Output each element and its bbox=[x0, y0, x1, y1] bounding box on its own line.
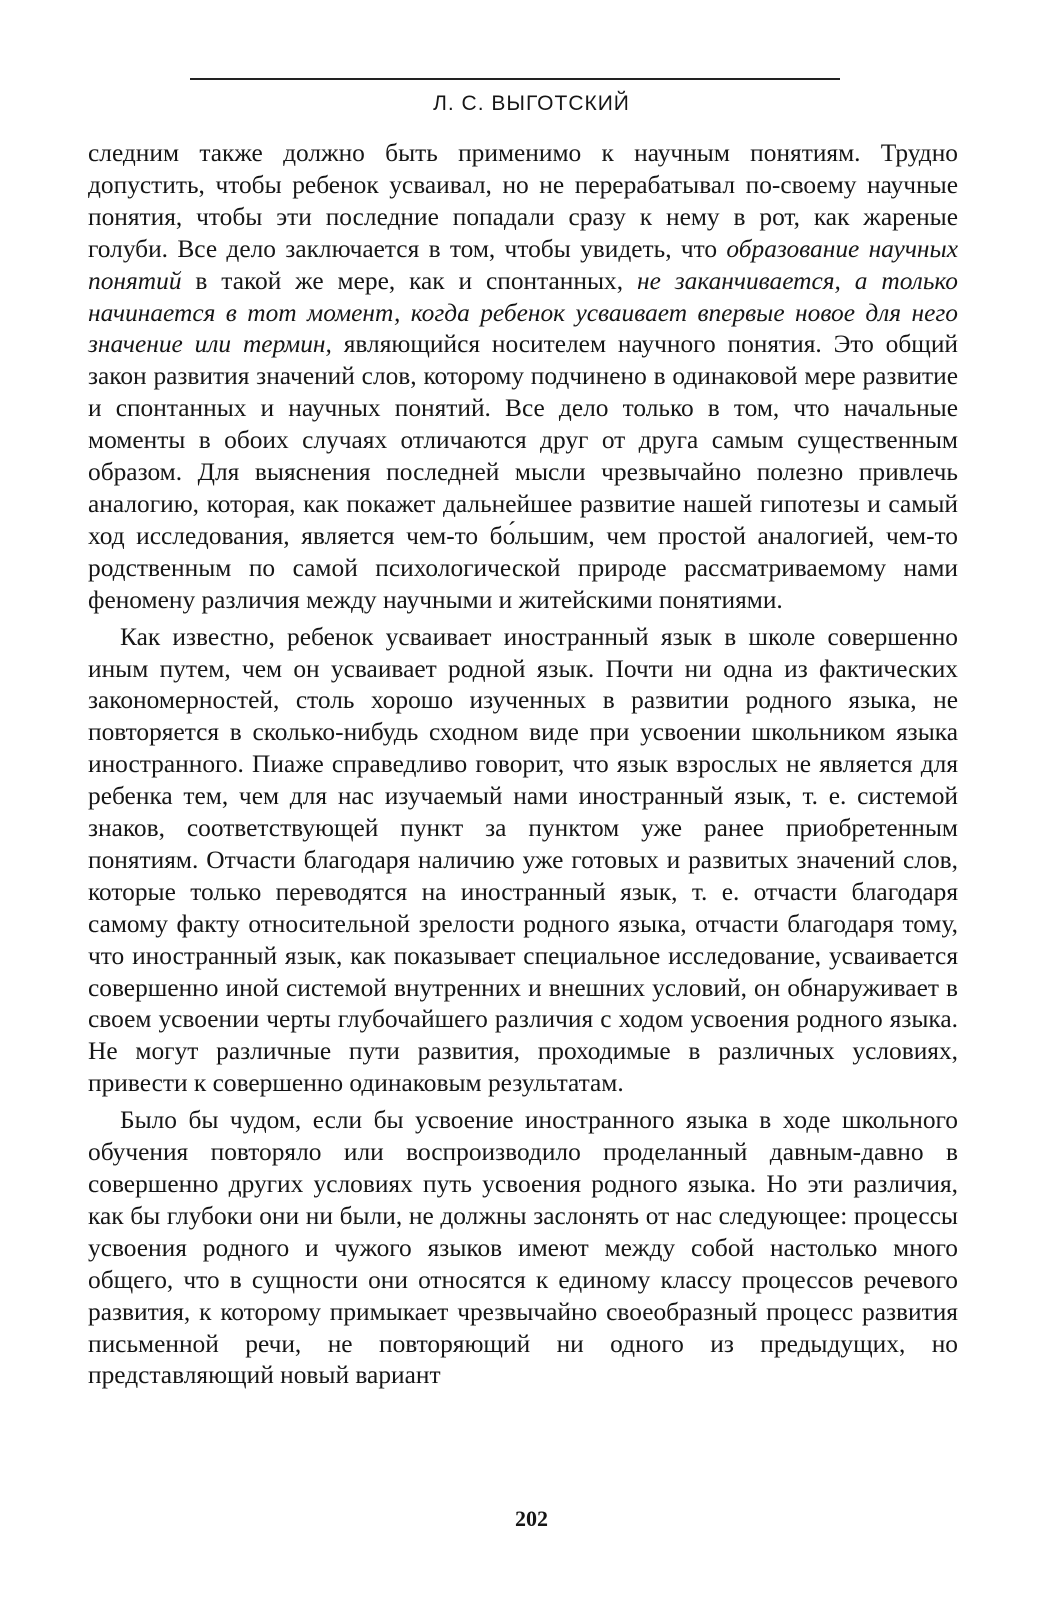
paragraph-1 bbox=[88, 138, 958, 617]
paragraph-1-text-3: являющийся носителем научного понятия. Это общий закон развития значений слов, которому подчинено в одинаковой мере развитие и спонтанных и научных понятий. Все дело только в том, что начальные моменты в обоих случаях отличаются друг от друга самым существенным образом. Для выяснения последней мысли чрезвычайно полезно привлечь аналогию, которая, как покажет дальнейшее развитие нашей гипотезы и самый ход исследования, является чем-то бо́льшим, чем простой аналогией, чем-то родственным по самой психологической природе рассматриваемому нами феномену различия между научными и житейскими понятиями. bbox=[88, 330, 959, 614]
page-number: 202 bbox=[515, 1506, 548, 1531]
paragraph-2: Как известно, ребенок усваивает иностранный язык в школе совершенно иным путем, чем он усваивает родной язык. Почти ни одна из фактических закономерностей, столь хорошо изученных в развитии родного языка, не повторяется в сколько-нибудь сходном виде при усвоении школьником языка иностранного. Пиаже справедливо говорит, что язык взрослых не является для ребенка тем, чем для нас изучаемый нами иностранный язык, т. е. системой знаков, соответствующей пункт за пунктом уже ранее приобретенным понятиям. Отчасти благодаря наличию уже готовых и развитых значений слов, которые только переводятся на иностранный язык, т. е. отчасти благодаря самому факту относительной зрелости родного языка, отчасти благодаря тому, что иностранный язык, как показывает специальное исследование, усваивается совершенно иной системой внутренних и внешних условий, он обнаруживает в своем усвоении черты глубочайшего различия с ходом усвоения родного языка. Не могут различные пути развития, проходимые в различных условиях, привести к совершенно одинаковым результатам. bbox=[88, 622, 958, 1098]
paragraph-3: Было бы чудом, если бы усвоение иностранного языка в ходе школьного обучения повторяло или воспроизводило проделанный давным-давно в совершенно других условиях путь усвоения родного языка. Но эти различия, как бы глубоки они ни были, не должны заслонять от нас следующее: процессы усвоения родного и чужого языков имеют между собой настолько много общего, что в сущности они относятся к единому классу процессов речевого развития, к которому примыкает чрезвычайно своеобразный процесс развития письменной речи, не повторяющий ни одного из предыдущих, но представляющий новый вариант bbox=[88, 1106, 958, 1390]
body-text bbox=[88, 138, 958, 1392]
paragraph-1-text-2: в такой же мере, как и спонтанных, bbox=[181, 266, 637, 295]
running-head: Л. С. ВЫГОТСКИЙ bbox=[433, 92, 630, 115]
paragraph-1-italic-2: не заканчивается, а только начинается в тот момент, когда ребенок усваивает впервые новое для него значение или термин, bbox=[88, 266, 958, 359]
paragraph-1-text-1: следним также должно быть применимо к научным понятиям. Трудно допустить, чтобы ребенок усваивал, но не перерабатывал по-своему научные понятия, чтобы эти последние попадали сразу к нему в рот, как жареные голуби. Все дело заключается в том, чтобы увидеть, что bbox=[88, 139, 958, 263]
paragraph-1-italic-1: образование научных понятий bbox=[88, 234, 958, 295]
header-rule bbox=[190, 78, 840, 80]
